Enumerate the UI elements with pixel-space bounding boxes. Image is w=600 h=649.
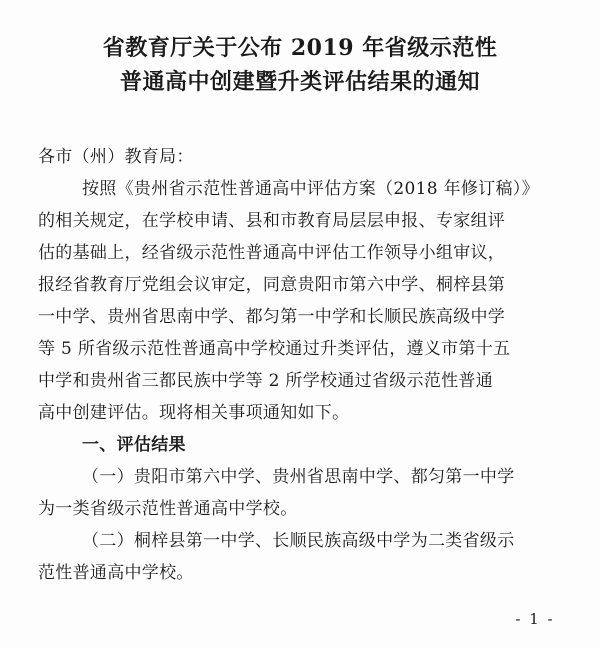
result-item-line: 为一类省级示范性普通高中学校。: [38, 499, 298, 519]
document-title-line-2: 普通高中创建暨升类评估结果的通知: [119, 69, 480, 95]
body-line: 报经省教育厅党组会议审定，同意贵阳市第六中学、桐梓县第: [38, 275, 506, 295]
salutation: 各市（州）教育局：: [38, 147, 194, 167]
body-line: 中学和贵州省三都民族中学等 2 所学校通过省级示范性普通: [38, 371, 494, 391]
body-line: 等 5 所省级示范性普通高中学校通过升类评估，遵义市第十五: [38, 339, 511, 359]
body-line: 高中创建评估。现将相关事项通知如下。: [38, 403, 350, 423]
document-title-line-1: 省教育厅关于公布 2019 年省级示范性: [102, 35, 498, 61]
result-item-line: 范性普通高中学校。: [38, 563, 194, 583]
body-line: 的相关规定，在学校申请、县和市教育局层层申报、专家组评: [38, 211, 506, 231]
body-line: 估的基础上，经省级示范性普通高中评估工作领导小组审议，: [38, 243, 506, 263]
section-heading: 一、评估结果: [82, 435, 186, 455]
page-number: - 1 -: [515, 610, 555, 628]
result-item-line: （一）贵阳市第六中学、贵州省思南中学、都匀第一中学: [82, 467, 515, 487]
result-item-line: （二）桐梓县第一中学、长顺民族高级中学为二类省级示: [82, 531, 515, 551]
body-line: 一中学、贵州省思南中学、都匀第一中学和长顺民族高级中学: [38, 307, 506, 327]
body-line: 按照《贵州省示范性普通高中评估方案（2018 年修订稿）》: [82, 179, 539, 199]
